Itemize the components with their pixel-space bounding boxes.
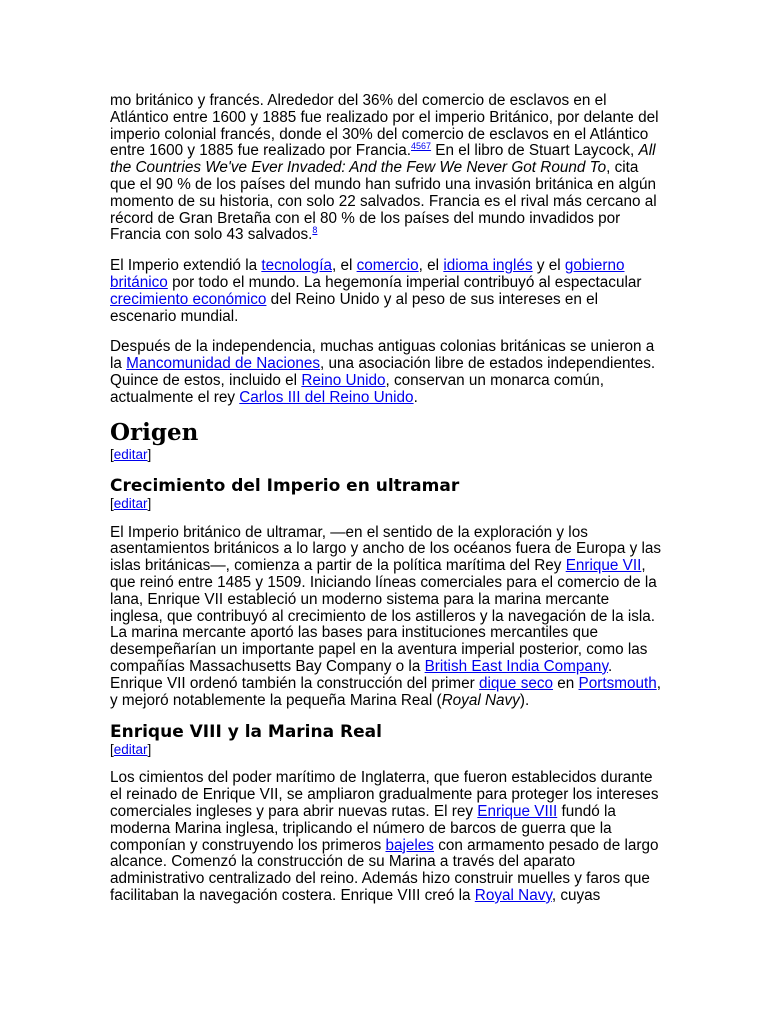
text: , que reinó entre 1485 y 1509. Iniciando líneas comerciales para el comercio de la lana, Enrique VII estableció un moderno sistema para la marina mercante inglesa, que contribuyó al crecimiento de los astilleros y la navegación de la isla. La marina mercante aportó las bases para instituciones mercantiles que desempeñarían un importante papel en la aventura imperial posterior, como las compañías Massachusetts Bay Company o la [110, 557, 657, 675]
bracket: [ [110, 742, 114, 758]
text: ). [519, 691, 530, 709]
text: en [553, 674, 579, 692]
bracket: ] [147, 742, 152, 758]
bracket: ] [147, 446, 152, 462]
text: , el [331, 257, 357, 275]
article-body [110, 93, 662, 905]
link-crecimiento-economico[interactable]: crecimiento económico [110, 290, 267, 308]
link-tecnologia[interactable]: tecnología [261, 257, 332, 275]
text: , una asociación libre de estados independientes. Quince de estos, incluido el [110, 355, 656, 389]
link-bajeles[interactable]: bajeles [385, 836, 434, 854]
paragraph-marina-real [110, 770, 662, 904]
link-idioma-ingles[interactable]: idioma inglés [443, 257, 533, 275]
edit-link[interactable]: editar [113, 742, 148, 758]
bracket: [ [110, 495, 114, 511]
section-heading-origen: Origen [110, 418, 199, 446]
link-gobierno-britanico[interactable]: gobierno británico [110, 257, 625, 291]
text: . Enrique VII ordenó también la construcción del primer [110, 657, 613, 692]
paragraph-empire [110, 258, 662, 325]
subsection-heading-crecimiento: Crecimiento del Imperio en ultramar [110, 475, 460, 496]
text: , conservan un monarca común, actualmente el rey [110, 371, 605, 406]
link-portsmouth[interactable]: Portsmouth [578, 674, 657, 692]
text: Después de la independencia, muchas antiguas colonias británicas se unieron a la [110, 338, 655, 373]
bracket: [ [110, 446, 114, 462]
link-royal-navy[interactable]: Royal Navy [474, 886, 552, 904]
link-comercio[interactable]: comercio [356, 257, 419, 275]
text: y el [532, 257, 565, 275]
text: mo británico y francés. Alrededor del 36% del comercio de esclavos en el Atlántico entre 1600 y 1885 fue realizado por el imperio Británico, por delante del imperio colonial francés, donde el 30% del comercio de esclavos en el Atlántico entre 1600 y 1885 fue realizado por Francia. [110, 92, 659, 160]
text: , y mejoró notablemente la pequeña Marina Real ( [110, 674, 661, 709]
link-dique-seco[interactable]: dique seco [479, 674, 554, 692]
book-title: All the Countries We've Ever Invaded: And the Few We Never Got Round To [110, 142, 656, 177]
edit-section [110, 496, 662, 512]
link-reino-unido[interactable]: Reino Unido [301, 371, 386, 389]
edit-section [110, 742, 662, 758]
edit-link[interactable]: editar [113, 495, 148, 511]
text: fundó la moderna Marina inglesa, triplicando el número de barcos de guerra que la componían y construyendo los primeros [110, 802, 616, 854]
text: , el [418, 257, 444, 275]
text: por todo el mundo. La hegemonía imperial contribuyó al espectacular [167, 273, 642, 291]
edit-section [110, 447, 662, 463]
link-mancomunidad[interactable]: Mancomunidad de Naciones [126, 355, 321, 373]
citation-link[interactable]: 4567 [411, 141, 432, 152]
text: Los cimientos del poder marítimo de Inglaterra, que fueron establecidos durante el reinado de Enrique VII, se ampliaron gradualmente para proteger los intereses comerciales ingleses y para abrir nuevas rutas. El rey [110, 769, 659, 820]
text: del Reino Unido y al peso de sus intereses en el escenario mundial. [110, 290, 599, 325]
paragraph-ultramar [110, 525, 662, 710]
paragraph-intro [110, 93, 662, 244]
text: . [413, 388, 418, 406]
text: , cita que el 90 % de los países del mundo han sufrido una invasión británica en algún momento de su historia, con solo 22 salvados. Francia es el rival más cercano al récord de Gran Bretaña con el 80 % de los países del mundo invadidos por Francia con solo 43 salvados. [110, 159, 657, 244]
paragraph-commonwealth [110, 339, 662, 406]
bracket: ] [147, 495, 152, 511]
link-enrique-vii[interactable]: Enrique VII [565, 557, 642, 575]
link-east-india-company[interactable]: British East India Company [424, 657, 608, 675]
text: En el libro de Stuart Laycock, [431, 142, 639, 160]
link-carlos-iii[interactable]: Carlos III del Reino Unido [239, 388, 414, 406]
text: El Imperio extendió la [110, 257, 262, 275]
citation-link[interactable]: 8 [312, 225, 318, 236]
italic-term: Royal Navy [441, 691, 520, 709]
subsection-heading-enrique-viii: Enrique VIII y la Marina Real [110, 722, 382, 743]
link-enrique-viii[interactable]: Enrique VIII [477, 802, 558, 820]
edit-link[interactable]: editar [113, 446, 148, 462]
text: , cuyas [551, 886, 601, 904]
text: El Imperio británico de ultramar, —en el sentido de la exploración y los asentamientos británicos a lo largo y ancho de los océanos fuera de Europa y las islas británicas—, comienza a partir de la política marítima del Rey [110, 523, 662, 575]
text: con armamento pesado de largo alcance. Comenzó la construcción de su Marina a través del aparato administrativo centralizado del reino. Además hizo construir muelles y faros que facilitaban la navegación costera. Enrique VIII creó la [110, 836, 659, 904]
